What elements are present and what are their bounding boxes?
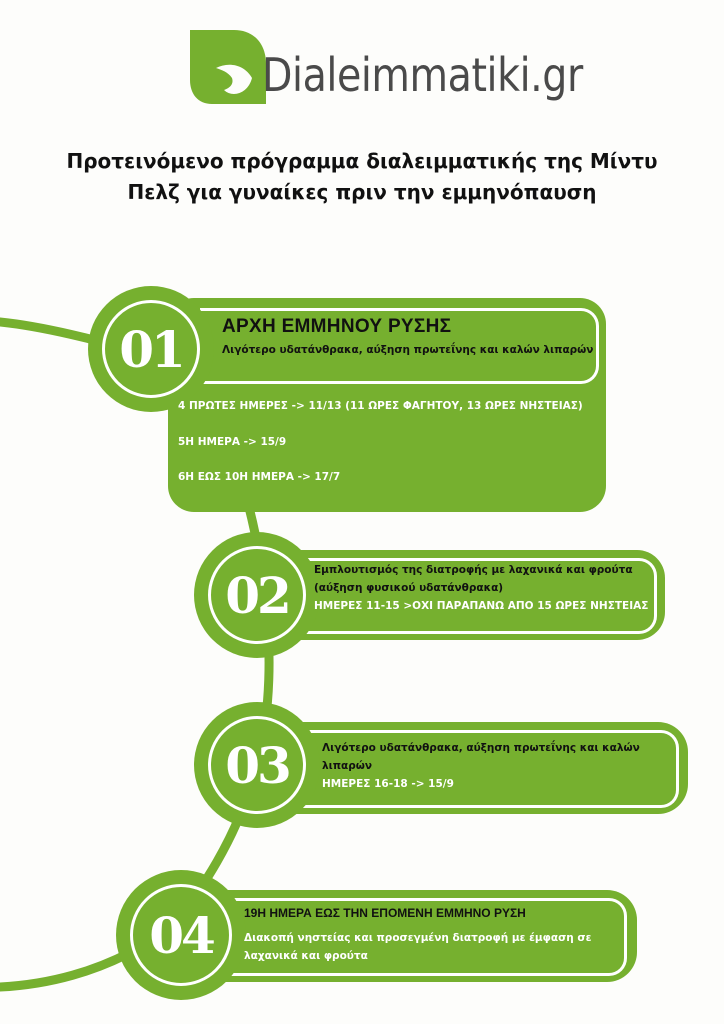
leaf-logo-icon xyxy=(188,28,268,106)
page-title xyxy=(40,146,684,208)
step-02-line-2: (αύξηση φυσικού υδατάνθρακα) xyxy=(314,582,504,594)
title-line-1: Προτεινόμενο πρόγραμμα διαλειμματικής της Μίντυ xyxy=(66,149,658,173)
title-line-2: Πελζ για γυναίκες πριν την εμμηνόπαυση xyxy=(127,180,597,204)
step-01-detail-1: 4 ΠΡΩΤΕΣ ΗΜΕΡΕΣ -> 11/13 (11 ΩΡΕΣ ΦΑΓΗΤΟΥ, 13 ΩΡΕΣ ΝΗΣΤΕΙΑΣ) xyxy=(178,400,583,412)
step-01-detail-2: 5Η ΗΜΕΡΑ -> 15/9 xyxy=(178,436,287,448)
step-03-number: 03 xyxy=(208,716,306,814)
step-02-line-1: Εμπλουτισμός της διατροφής με λαχανικά και φρούτα xyxy=(314,564,633,576)
step-04-line-2: λαχανικά και φρούτα xyxy=(244,950,368,962)
step-03-line-2: λιπαρών xyxy=(322,760,373,772)
step-01-heading: ΑΡΧΗ ΕΜΜΗΝΟΥ ΡΥΣΗΣ xyxy=(222,316,452,337)
step-01-detail-3: 6Η ΕΩΣ 10Η ΗΜΕΡΑ -> 17/7 xyxy=(178,471,341,483)
step-02-detail: ΗΜΕΡΕΣ 11-15 >ΟΧΙ ΠΑΡΑΠΑΝΩ ΑΠΟ 15 ΩΡΕΣ ΝΗΣΤΕΙΑΣ xyxy=(314,600,649,612)
step-01-number: 01 xyxy=(102,300,200,398)
step-03-detail: ΗΜΕΡΕΣ 16-18 -> 15/9 xyxy=(322,778,454,790)
step-04-number: 04 xyxy=(130,884,232,986)
step-04-heading: 19Η ΗΜΕΡΑ ΕΩΣ ΤΗΝ ΕΠΟΜΕΝΗ ΕΜΜΗΝΟ ΡΥΣΗ xyxy=(244,906,526,920)
step-03-line-1: Λιγότερο υδατάνθρακα, αύξηση πρωτεΐνης και καλών xyxy=(322,742,640,754)
brand-name[interactable]: Dialeimmatiki.gr xyxy=(262,48,583,102)
step-04-line-1: Διακοπή νηστείας και προσεγμένη διατροφή με έμφαση σε xyxy=(244,932,592,944)
step-01-subtitle: Λιγότερο υδατάνθρακα, αύξηση πρωτεΐνης και καλών λιπαρών xyxy=(222,344,594,356)
step-02-number: 02 xyxy=(208,546,306,644)
